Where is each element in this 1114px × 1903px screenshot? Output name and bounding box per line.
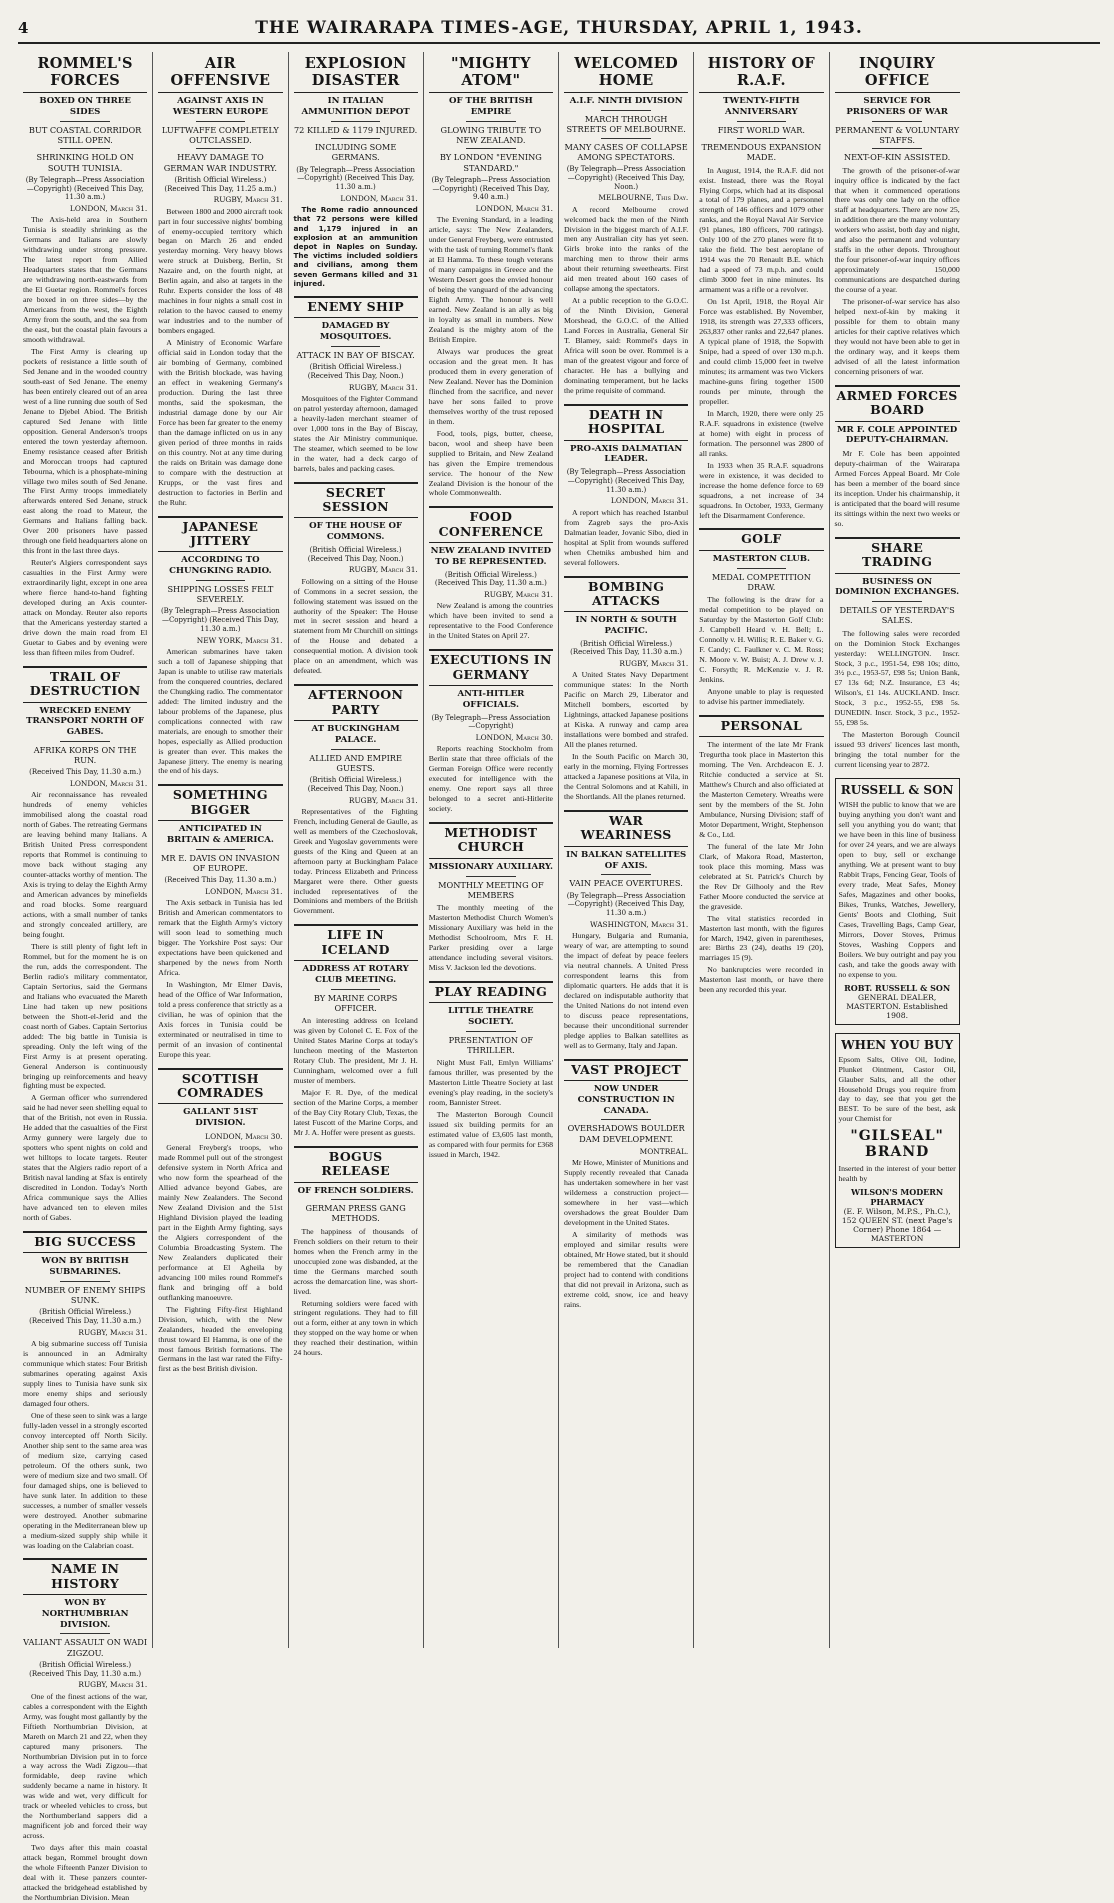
- ad-address: GENERAL DEALER, MASTERTON. Established 1908.: [846, 992, 949, 1020]
- story-credit: (By Telegraph—Press Association—Copyright) (Received This Day, 11.30 a.m.): [566, 468, 686, 494]
- story-paragraph: An interesting address on Iceland was given by Colonel C. E. Fox of the United States Marine Corps at today's luncheon meeting of the Masterton Rotary Club. The president, Mr J. H. Cunningham, welcomed over a full muster of members.: [293, 1016, 418, 1085]
- story-paragraph: In Washington, Mr Elmer Davis, head of the Office of War Information, told a press conference that strictly as a civilian, he was of opinion that the Axis forces in Tunisia could be exterminated or neutralised in time to permit of an invasion of continental Europe this year.: [158, 979, 283, 1059]
- divider-rule: [60, 1281, 110, 1282]
- story-subhead: INCLUDING SOME GERMANS.: [314, 142, 397, 163]
- column-1: [18, 52, 153, 1903]
- story: [294, 482, 418, 677]
- story-paragraph: The growth of the prisoner-of-war inquiry office is indicated by the fact that when it commenced operations there was only one lady on the office staff at headquarters. There are now 25, in addition there are the many voluntary workers who assist, both day and night, and also the permanent and voluntary staffs in the other depots. Throughout the four prisoner-of-war inquiry offices approximately 150,000 communications are despatched during the course of a year.: [834, 165, 960, 295]
- story-subhead: GALLANT 51ST DIVISION.: [183, 1107, 258, 1129]
- story-subhead: PRESENTATION OF THRILLER.: [448, 1034, 534, 1055]
- column-6: [694, 52, 829, 1648]
- story-paragraph: The Masterton Borough Council issued 93 drivers' licences last month, bringing the total number for the current licensing year to 2872.: [834, 730, 960, 770]
- story-subhead: VAIN PEACE OVERTURES.: [569, 878, 683, 889]
- ad-signature: WILSON'S MODERN PHARMACY: [851, 1187, 944, 1208]
- story: [564, 52, 688, 396]
- story-paragraph: The Fighting Fifty-first Highland Division, which, with the New Zealanders, headed the enveloping thrust toward El Hamma, is one of the most famous British formations. The Germans in the last war rated the Fifty-first as the best British division.: [158, 1304, 283, 1374]
- story-dateline: LONDON, March 31.: [340, 193, 418, 203]
- story-subhead: BOXED ON THREE SIDES: [39, 96, 131, 118]
- story-headline: FOOD CONFERENCE: [429, 506, 553, 543]
- story-subhead: ACCORDING TO CHUNGKING RADIO.: [169, 555, 272, 577]
- story-subhead: SHRINKING HOLD ON SOUTH TUNISIA.: [36, 152, 134, 173]
- story-paragraph: Anyone unable to play is requested to advise his partner immediately.: [699, 686, 824, 706]
- story-dateline: LONDON, March 31.: [69, 779, 148, 789]
- story-paragraph: No bankruptcies were recorded in Masterton last month, or have there been any recorded this year.: [699, 965, 824, 995]
- story-dateline: RUGBY, March 31.: [484, 590, 553, 600]
- story-subhead: ATTACK IN BAY OF BISCAY.: [296, 349, 415, 360]
- story: [158, 516, 282, 777]
- story-subhead: TREMENDOUS EXPANSION MADE.: [701, 142, 822, 163]
- story-dateline: RUGBY, March 31.: [619, 659, 689, 669]
- story-subhead: PERMANENT & VOLUNTARY STAFFS.: [835, 124, 960, 146]
- story-subhead: HEAVY DAMAGE TO GERMAN WAR INDUSTRY.: [163, 152, 277, 173]
- divider-rule: [466, 1031, 516, 1032]
- story: [23, 1231, 147, 1550]
- story-credit: (British Official Wireless.) (Received This Day, Noon.): [307, 545, 404, 563]
- story-subhead: WRECKED ENEMY TRANSPORT NORTH OF GABES.: [26, 705, 145, 738]
- story: [835, 52, 960, 377]
- story-paragraph: The First Army is clearing up pockets of resistance a little south of Sed Jenane and in the wooded country south-east of Sed Jenane. The enemy has been entirely cleared out of an area west of a line running due south of Sed Jenane to Djebel Abiod. The British captured Sed Jenane with little opposition. General Anderson's troops entered the town yesterday afternoon. Enemy resistance ceased after British and Moroccan troops had captured Tebourna, which is a phosphate-mining village two miles south of Sed Jenane. The First Army troops immediately afterwards entered Sed Jenane, struck east along the road to Mateur, the Germans and Italians falling back. Over 200 prisoners have passed through one field headquarters alone on this front in the last three days.: [23, 346, 148, 556]
- divider-rule: [331, 1199, 381, 1200]
- story-subhead: DAMAGED BY MOSQUITOES.: [319, 321, 392, 343]
- story-headline: NAME IN HISTORY: [23, 1558, 147, 1595]
- story-paragraph: The following is the draw for a medal competition to be played on Saturday by the Masterton Golf Club: J. Campbell Heard v. H. Bell; L. Connolly v. H. Willis; R. E. Baker v. G. F. Candy; C. Faulkner v. C. M. Ross; N. Moore v. W. Buist; A. J. Drew v. J. C. Forsyth; R. McKenzie v. J. R. Jenkins.: [699, 595, 824, 684]
- newspaper-title: THE WAIRARAPA TIMES-AGE, THURSDAY, APRIL 1, 1943.: [255, 18, 863, 38]
- column-4: [424, 52, 559, 1648]
- column-3: [289, 52, 424, 1648]
- story-subhead: BY LONDON "EVENING STANDARD.": [439, 152, 542, 173]
- story-dateline: LONDON, March 31.: [205, 886, 283, 896]
- divider-rule: [601, 138, 651, 139]
- story: [23, 666, 147, 1223]
- story: [429, 506, 553, 641]
- story-paragraph: A German officer who surrendered said he had never seen shelling equal to that of the British, not even in Russia. He added that the casualties of the First Army gunnery were largely due to spotters who spent nights on cold and wet hilltops to locate targets. Reuter states that the Algiers radio report of a British naval landing at Sfax is entirely discredited in London. Today's North Africa communique says the Allies have advanced ten to eleven miles north of Gabes.: [23, 1093, 148, 1223]
- story-dateline: LONDON, March 31.: [475, 204, 553, 214]
- story-subhead: SERVICE FOR PRISONERS OF WAR: [846, 96, 948, 118]
- story: [429, 649, 553, 814]
- story-credit: (British Official Wireless.) (Received This Day, Noon.): [307, 363, 404, 380]
- divider-rule: [196, 849, 246, 850]
- story-headline: WAR WEARINESS: [564, 810, 688, 847]
- story: [699, 528, 823, 706]
- story-paragraph: Major F. R. Dye, of the medical section of the Marine Corps, a member of the Bay City Rotary Club, Texas, the latest Fuscott of the Marine Corps, and Mr J. A. Hoffer were present as guests.: [293, 1087, 418, 1137]
- story-paragraph: American submarines have taken such a toll of Japanese shipping that Japan is unable to utilise raw materials from the conquered countries, declared the Chungking radio. The commentator added: The limited industry and the labour problems of the Japanese, plus complications connected with raw materials, are enough to smother their hopes, especially as Allied production is greater than ever. This makes the Japanese jittery. The enemy is nearing the end of his days.: [158, 646, 283, 776]
- divider-rule: [196, 580, 246, 581]
- story-dateline: RUGBY, March 31.: [213, 195, 283, 205]
- story-paragraph: On 1st April, 1918, the Royal Air Force was established. By November, 1918, its strength was 27,333 officers, 263,837 other ranks and 22,647 planes. A typical plane of 1918, the Sopwith Snipe, had a speed of over 130 m.p.h. and could climb 15,000 feet in twelve minutes; its armament was two Vickers machine-guns firing together 1500 rounds per minute, through the propeller.: [699, 297, 824, 406]
- ad-body: Epsom Salts, Olive Oil, Iodine, Plunket Ointment, Castor Oil, Glauber Salts, and all the other Household Drugs you require from day to day, see that you get the BEST. To be sure of the best, ask your Chemist for: [838, 1054, 956, 1124]
- divider-rule: [466, 148, 516, 149]
- story-subhead: MR E. DAVIS ON INVASION OF EUROPE.: [161, 852, 280, 873]
- ad-signature: ROBT. RUSSELL & SON: [844, 982, 951, 993]
- story-headline: SHARE TRADING: [835, 537, 960, 574]
- story-headline: ROMMEL'S FORCES: [23, 52, 147, 93]
- divider-rule: [601, 874, 651, 875]
- story-paragraph: In the South Pacific on March 30, early in the morning, Flying Fortresses attacked a Japanese positions at Vila, in the Central Solomons and at Kahili, in the Shortlands. All the planes returned.: [564, 752, 689, 802]
- story: [564, 404, 688, 568]
- story-paragraph: The following sales were recorded on the Dominion Stock Exchanges yesterday: WELLINGTON. Inscr. Stock, 3 p.c., 1951-54, £98 10s; ditto, 3½ p.c., 1953-57, £98 5s; Union Bank, £7 13s 6d; N.Z. Insurance, £3 4s; Wilson's, £1 14s. AUCKLAND. Inscr. Stock, 3 p.c., 1952-55, £98 5s. DUNEDIN. Inscr. Stock, 3 p.c., 1952-55, £98 5s.: [834, 628, 960, 728]
- story-credit: (British Official Wireless.) (Received This Day, Noon.): [307, 776, 404, 793]
- story-paragraph: One of the finest actions of the war, cables a correspondent with the Eighth Army, was fought most gallantly by the Fiftieth Northumbrian Division, at Mareth on March 21 and 22, when they captured many prisoners. The Northumbrian Division put in to force a way across the Wadi Zigzou—that formidable, deep ravine which suddenly became a name in history. It was wide and wet, very difficult for track or wheeled vehicles to cross, but the Northumberland sappers did a magnificent job and forced their way across.: [23, 1691, 148, 1841]
- story: [23, 1558, 147, 1903]
- story-headline: "MIGHTY ATOM": [429, 52, 553, 93]
- story-headline: VAST PROJECT: [564, 1059, 688, 1081]
- story-subhead: A.I.F. NINTH DIVISION: [569, 96, 683, 107]
- story-paragraph: The happiness of thousands of French soldiers on their return to their homes when the French army in the unoccupied zone was disbanded, at the time the Germans marched south across the demarcation line, was short-lived.: [293, 1226, 418, 1296]
- story-subhead: IN NORTH & SOUTH PACIFIC.: [575, 615, 677, 636]
- ad-body: WISH the public to know that we are buying anything you don't want and sell you anything you do want; that we have been in this line of business for over 24 years, and we are always open to buy, sell or exchange anything. We at present want to buy Rabbit Traps, Fencing Gear, Tools of every trade, Meat Safes, Money Safes, Magazines and other books, Bikes, Trunks, Watches, Jewellery, Gents' Boots and Clothing, Suit Cases, Travelling Bags, Camp Gear, Mirrors, Dover Stoves, Primus Stoves, Washing Coppers and Boilers. We buy outright and pay you cash, and take the goods away with no expense to you.: [838, 800, 956, 979]
- story: [158, 1068, 282, 1375]
- story-paragraph: In 1933 when 35 R.A.F. squadrons were in existence, it was decided to increase the home defence force to 69 squadrons, a net increase of 34 squadrons. In October, 1933, Germany left the Disarmament Conference.: [699, 460, 824, 520]
- advertisement: [835, 778, 960, 1024]
- story-subhead: WON BY NORTHUMBRIAN DIVISION.: [41, 1598, 129, 1630]
- story-dateline: MELBOURNE, This Day.: [598, 193, 689, 203]
- story-paragraph: There is still plenty of fight left in Rommel, but for the moment he is on the run, adds the correspondent. The Berlin radio's military commentator, Captain Sertorius, said the Germans and Italians who evacuated the Mareth Line had taken up new positions between the Shott-el-Jerid and the coast north of Gabes. Captain Sertorius added: The big battle in Tunisia is spreading. Only the left wing of the First Army is at present operating. General Anderson is continuously bringing up reinforcements and heavy fighting must be expected.: [23, 941, 148, 1091]
- story-paragraph: In March, 1920, there were only 25 R.A.F. squadrons in existence (twelve at home) with eight in process of formation. The personnel was 2800 of all ranks.: [699, 408, 824, 458]
- story-headline: SECRET SESSION: [294, 482, 418, 519]
- story-subhead: OVERSHADOWS BOULDER DAM DEVELOPMENT.: [567, 1123, 685, 1144]
- story-subhead: GERMAN PRESS GANG METHODS.: [305, 1203, 406, 1224]
- ad-title: RUSSELL & SON: [840, 783, 954, 798]
- story-headline: TRAIL OF DESTRUCTION: [23, 666, 147, 703]
- story-subhead: ADDRESS AT ROTARY CLUB MEETING.: [302, 964, 409, 985]
- story-subhead: ALLIED AND EMPIRE GUESTS.: [309, 752, 402, 773]
- story: [699, 715, 823, 996]
- story-subhead: MEDAL COMPETITION DRAW.: [711, 571, 811, 592]
- story: [699, 52, 823, 520]
- divider-rule: [872, 121, 922, 122]
- divider-rule: [196, 148, 246, 149]
- story: [564, 576, 688, 803]
- story-paragraph: Night Must Fall, Emlyn Williams' famous thriller, was presented by the Masterton Little Theatre Society at last evening's play reading, in the society's room, Bannister Street.: [428, 1058, 553, 1108]
- story-credit: (British Official Wireless.) (Received This Day, 11.30 a.m.): [29, 1308, 142, 1326]
- story-subhead: FIRST WORLD WAR.: [717, 124, 806, 135]
- story: [564, 810, 688, 1051]
- story-paragraph: A big submarine success off Tunisia is announced in an Admiralty communique which states: Four British submarines operating against Axis supply lines to Tunisia have sunk six more enemy ships and seriously damaged four others.: [23, 1339, 148, 1408]
- story-headline: BIG SUCCESS: [23, 1231, 147, 1253]
- story-credit: (British Official Wireless.) (Received This Day, 11.30 a.m.): [434, 570, 547, 588]
- story-paragraph: Between 1800 and 2000 aircraft took part in four successive nights' bombing of enemy-occupied territory which began on March 26 and ended yesterday morning. Very heavy blows were struck at Duisberg, Berlin, St Nazaire and, on the fourth night, at Berlin again, and also at targets in the Ruhr. Experts consider the loss of 48 machines in four nights a small cost in relation to the havoc caused to enemy war industries and to the number of bombers engaged.: [158, 206, 283, 336]
- divider-rule: [601, 110, 651, 111]
- divider-rule: [60, 121, 110, 122]
- article-columns: [18, 52, 1100, 1903]
- story-subhead: NUMBER OF ENEMY SHIPS SUNK.: [24, 1284, 146, 1306]
- story-paragraph: Mr Howe, Minister of Munitions and Supply recently revealed that Canada has undertaken somewhere in her vast wilderness a construction project—somewhere in her vast—which overshadows the great Boulder Dam development in the United States.: [564, 1158, 689, 1227]
- story-subhead: VALIANT ASSAULT ON WADI ZIGZOU.: [23, 1637, 148, 1658]
- story-credit: (By Telegraph—Press Association—Copyright) (Received This Day, 11.30 a.m.): [25, 175, 145, 202]
- story-paragraph: Hungary, Bulgaria and Rumania, weary of war, are attempting to sound the impact of defeat by peace feelers via neutral channels. A United Press correspondent learns this from diplomatic quarters. He adds that it is declared on indisputable authority that the United Nations do not intend even to discuss peace representations, because their unconditional surrender pledge applies to Balkan satellites as well as to Germany, Italy and Japan.: [564, 931, 689, 1050]
- divider-rule: [466, 876, 516, 877]
- story-paragraph: Following on a sitting of the House of Commons in a secret session, the following statement was issued on the authority of the Speaker: The House met in secret session and heard a statement from Mr Churchill on sittings of the House and debated a consequential motion. A division took place on an amendment, which was defeated.: [293, 576, 418, 676]
- story: [429, 822, 553, 973]
- story-paragraph: Air reconnaissance has revealed hundreds of enemy vehicles immobilised along the coastal road north of Gabes. The retreating Germans are leaving behind many Italians. A British United Press correspondent reports that Rommel is continuing to move back without staging any counter-attacks worthy of mention. The Axis is trying to delay the Eighth Army and American advances by minefields and road blocks. Some rearguard actions, with a small number of tanks and strongly concealed artillery, are being fought.: [23, 790, 148, 939]
- story-paragraph: In August, 1914, the R.A.F. did not exist. Instead, there was the Royal Flying Corps, which had at its disposal a total of 179 planes, and a personnel strength of 146 officers and 1079 other ranks, and the Royal Naval Air Service (91 planes, 180 officers, 700 ratings). Only 100 of the 270 planes were fit to take the field. The best aeroplane of 1914 was the 70 Renault B.E. which had a speed of 73 m.p.h. and could climb 3000 feet in nine minutes. Its armament was a rifle or a revolver.: [699, 165, 824, 295]
- story-dateline: RUGBY, March 31.: [78, 1680, 148, 1690]
- story-headline: WELCOMED HOME: [564, 52, 688, 93]
- story: [835, 537, 960, 770]
- story-paragraph: Reports reaching Stockholm from Berlin state that three officials of the German Foreign Office were recently executed for intelligence with the enemy. One report says all three belonged to a secret anti-Hitlerite society.: [428, 744, 553, 814]
- story-subhead: OF THE BRITISH EMPIRE: [448, 96, 533, 118]
- story-headline: BOMBING ATTACKS: [564, 576, 688, 613]
- story-headline: EXPLOSION DISASTER: [294, 52, 418, 93]
- divider-rule: [466, 121, 516, 122]
- story-paragraph: Always war produces the great occasion and the great men. It has produced them in every generation of New Zealand. Never has the Dominion flinched from the sacrifice, and never have her sons failed to prove themselves worthy of the trust reposed in them.: [428, 346, 553, 426]
- story-headline: ARMED FORCES BOARD: [835, 385, 960, 422]
- story-subhead: NEXT-OF-KIN ASSISTED.: [844, 152, 951, 163]
- story-paragraph: The Evening Standard, in a leading article, says: The New Zealanders, under General Freyberg, were entrusted with the task of turning Rommel's flank at El Hamma. To these tough veterans of many campaigns in Greece and the Western Desert goes the envied honour of being the vanguard of the advancing Eighth Army. The honour is well earned. New Zealand is an ally as big in loyalty as small in numbers. New Zealand is the mighty atom of the British Empire.: [428, 215, 553, 344]
- story-headline: METHODIST CHURCH: [429, 822, 553, 859]
- divider-rule: [60, 741, 110, 742]
- story-dateline: MONTREAL.: [639, 1146, 689, 1156]
- story-paragraph: A similarity of methods was employed and similar results were obtained, Mr Howe stated, but it should be remembered that the Canadian project had to contend with conditions that did not prevail in Arizona, such as extreme cold, snow, ice and heavy rains.: [564, 1229, 689, 1309]
- story-paragraph: The Rome radio announced that 72 persons were killed and 1,179 injured in an explosion at an ammunition depot in Naples on Sunday. The victims included soldiers and civilians, among them seven Germans killed and 31 injured.: [293, 205, 418, 288]
- ad-address: (E. F. Wilson, M.P.S., Ph.C.), 152 QUEEN ST. (next Page's Corner) Phone 1864 — MASTERTON: [841, 1207, 953, 1244]
- story-credit: (By Telegraph—Press Association—Copyright) (Received This Day, 11.30 a.m.): [566, 891, 686, 918]
- story-paragraph: Mr F. Cole has been appointed deputy-chairman of the Wairarapa Armed Forces Appeal Board. Mr Cole has been a member of the board since its inception. Under his chairmanship, it is anticipated that the board will resume its sittings within the next two weeks or so.: [834, 449, 960, 528]
- story-subhead: AT BUCKINGHAM PALACE.: [311, 724, 400, 745]
- story-paragraph: New Zealand is among the countries which have been invited to send a representative to the Food Conference in the United States on April 27.: [428, 601, 553, 641]
- story-dateline: RUGBY, March 31.: [348, 795, 418, 805]
- story-headline: BOGUS RELEASE: [294, 1146, 418, 1183]
- story-headline: AIR OFFENSIVE: [158, 52, 282, 93]
- divider-rule: [872, 601, 922, 602]
- story-dateline: LONDON, March 30.: [205, 1131, 283, 1141]
- story-subhead: BUT COASTAL CORRIDOR STILL OPEN.: [28, 124, 142, 146]
- story-subhead: AFRIKA KORPS ON THE RUN.: [33, 744, 137, 766]
- story-headline: ENEMY SHIP: [294, 296, 418, 318]
- story: [429, 52, 553, 498]
- story-paragraph: Reuter's Algiers correspondent says casualties in the First Army were extraordinarily light, except in one area where fierce hand-to-hand fighting developed during an Axis counter-attack on Monday. Reuter also reports that the Americans yesterday started a drive down the main road from El Guetar to Gabes and by evening were less than fifteen miles from Oudref.: [23, 558, 148, 657]
- divider-rule: [737, 568, 787, 569]
- story-subhead: MASTERTON CLUB.: [712, 553, 810, 564]
- story-paragraph: Two days after this main coastal attack began, Rommel brought down the whole Fifteenth Panzer Division to deal with it. These panzers counter-attacked the bridgehead established by the Northumbrian Division. Mean: [23, 1843, 148, 1903]
- story-paragraph: The prisoner-of-war service has also helped next-of-kin by making it possible for them to obtain many articles for their captive relatives which they would not have been able to get in the ordinary way, and it keeps them advised of all the latest information concerning prisoners of war.: [834, 297, 960, 376]
- masthead: [18, 14, 1100, 44]
- column-2: [153, 52, 288, 1648]
- story-credit: (Received This Day, 11.30 a.m.): [29, 768, 142, 777]
- divider-rule: [331, 749, 381, 750]
- story-paragraph: A Ministry of Economic Warfare official said in London today that the air bombing of Germany, combined with the British blockade, was having an effect in weakening Germany's production. During the last three months, said the spokesman, the industrial damage done by our Air Force has been far greater to the enemy than the damage inflicted on us in any given period of three months in raids on this country. Not at any time during the raids on Britain was damage done to compare with the destruction at Krupps, or the vast fires and destruction to factories in Berlin and the Ruhr.: [158, 338, 283, 507]
- divider-rule: [331, 121, 381, 122]
- ad-brand: "GILSEAL" BRAND: [850, 1128, 944, 1161]
- story-paragraph: The funeral of the late Mr John Clark, of Makora Road, Masterton, took place this morning. Mass was celebrated at St. Patrick's Church by the Rev Dr Gilhooly and the Rev Father Moore conducted the service at the graveside.: [699, 841, 824, 911]
- divider-rule: [196, 121, 246, 122]
- story-subhead: MONTHLY MEETING OF MEMBERS: [438, 879, 544, 900]
- story-subhead: BUSINESS ON DOMINION EXCHANGES.: [835, 576, 960, 598]
- story-paragraph: The vital statistics recorded in Masterton last month, with the figures for March, 1942, given in parentheses, are: Births 23 (24), deaths 19 (20), marriages 15 (9).: [699, 913, 824, 963]
- divider-rule: [60, 148, 110, 149]
- story: [835, 385, 960, 529]
- story-subhead: NEW ZEALAND INVITED TO BE REPRESENTED.: [430, 546, 552, 567]
- story-headline: PLAY READING: [429, 981, 553, 1003]
- story-paragraph: A record Melbourne crowd welcomed back the men of the Ninth Division in the biggest march of A.I.F. men any Australian city has yet seen. Girls broke into the ranks of the marching men to throw their arms about their returning sweethearts. First aid men treated about 160 cases of collapse among the spectators.: [564, 204, 689, 294]
- story-headline: LIFE IN ICELAND: [294, 924, 418, 961]
- story-subhead: GLOWING TRIBUTE TO NEW ZEALAND.: [440, 124, 542, 146]
- story-headline: SOMETHING BIGGER: [158, 784, 282, 821]
- story-subhead: NOW UNDER CONSTRUCTION IN CANADA.: [577, 1084, 675, 1116]
- story-dateline: LONDON, March 31.: [610, 496, 689, 506]
- story-subhead: PRO-AXIS DALMATIAN LEADER.: [569, 443, 683, 465]
- story-credit: (By Telegraph—Press Association—Copyright): [431, 713, 551, 731]
- story-headline: AFTERNOON PARTY: [294, 684, 418, 721]
- story-paragraph: General Freyberg's troops, who made Rommel pull out of the strongest defensive system in North Africa and who now form the spearhead of the Allied advance beyond Gabes, are mainly New Zealanders. The Second New Zealand Division and the 51st Highland Division played the leading part in the Eighth Army fighting, says the Algiers correspondent of the Columbia Broadcasting System. The New Zealanders duplicated their performance at El Agheila by advancing 100 miles round Rommel's flank and bringing off a bold outflanking manoeuvre.: [158, 1143, 283, 1302]
- story-headline: INQUIRY OFFICE: [835, 52, 960, 93]
- story-dateline: WASHINGTON, March 31.: [589, 919, 689, 929]
- story-credit: (Received This Day, 11.30 a.m.): [164, 876, 277, 885]
- story-paragraph: Representatives of the Fighting French, including General de Gaulle, as well as members of the Czechoslovak, Greek and Yugoslav governments were guests of the King and Queen at an afternoon party at Buckingham Palace today. Princess Elizabeth and Princess Margaret were there. Other guests included representatives of the Dominions and members of the British Government.: [293, 806, 418, 916]
- story-credit: (British Official Wireless.) (Received This Day, 11.30 a.m.): [570, 639, 683, 657]
- divider-rule: [737, 138, 787, 139]
- story-headline: SCOTTISH COMRADES: [158, 1068, 282, 1105]
- story-dateline: RUGBY, March 31.: [348, 565, 418, 575]
- ad-title: WHEN YOU BUY: [841, 1037, 954, 1052]
- divider-rule: [737, 121, 787, 122]
- story-subhead: MR F. COLE APPOINTED DEPUTY-CHAIRMAN.: [837, 424, 958, 446]
- story: [429, 981, 553, 1160]
- story-subhead: LUFTWAFFE COMPLETELY OUTCLASSED.: [161, 124, 279, 146]
- story-paragraph: Mosquitoes of the Fighter Command on patrol yesterday afternoon, damaged a heavily-laden merchant steamer of over 1,000 tons in the Bay of Biscay, states the Air Ministry communique. The steamer, which seemed to be low in the water, had a deck cargo of barrels, bales and packing cases.: [293, 393, 418, 473]
- story: [294, 52, 418, 288]
- story-subhead: SHIPPING LOSSES FELT SEVERELY.: [167, 583, 274, 605]
- story-subhead: 72 KILLED & 1179 INJURED.: [293, 124, 418, 135]
- story-dateline: LONDON, March 30.: [475, 733, 553, 742]
- divider-rule: [331, 989, 381, 990]
- story-subhead: LITTLE THEATRE SOCIETY.: [448, 1006, 534, 1027]
- story-paragraph: The monthly meeting of the Masterton Methodist Church Women's Missionary Auxiliary was held in the Methodist Schoolroom, Mrs F. H. Parker presiding over a large attendance including several visitors. Miss V. Jackson led the devotions.: [428, 903, 553, 972]
- story-subhead: TWENTY-FIFTH ANNIVERSARY: [723, 96, 800, 118]
- story: [158, 52, 282, 508]
- story-headline: PERSONAL: [699, 715, 823, 737]
- story-credit: (British Official Wireless.) (Received This Day, 11.25 a.m.): [164, 175, 277, 193]
- story-headline: DEATH IN HOSPITAL: [564, 404, 688, 441]
- story-credit: (By Telegraph—Press Association—Copyright) (Received This Day, 11.30 a.m.): [296, 165, 416, 192]
- divider-rule: [331, 138, 381, 139]
- story-dateline: NEW YORK, March 31.: [196, 635, 283, 645]
- story-subhead: WON BY BRITISH SUBMARINES.: [41, 1256, 129, 1278]
- story-headline: HISTORY OF R.A.F.: [699, 52, 823, 93]
- story: [294, 684, 418, 916]
- story-paragraph: Food, tools, pigs, butter, cheese, bacon, wool and sheep have been supplied to Britain, and New Zealand has given the Empire tremendous service. The honour of the New Zealand Division is the honour of the whole Commonwealth.: [428, 428, 553, 498]
- story-headline: JAPANESE JITTERY: [158, 516, 282, 553]
- story: [294, 924, 418, 1137]
- story-subhead: IN ITALIAN AMMUNITION DEPOT: [301, 96, 410, 118]
- story-subhead: ANTICIPATED IN BRITAIN & AMERICA.: [166, 824, 274, 845]
- story: [294, 296, 418, 474]
- story-paragraph: The Masterton Borough Council issued six building permits for an estimated value of £3,605 last month, as compared with four permits for £368 issued in March, 1942.: [428, 1109, 553, 1159]
- story-paragraph: Returning soldiers were faced with stringent regulations. They had to fill out a form, either at any town in which they stopped on the way home or when they reached their destination, within 24 hours.: [293, 1298, 418, 1358]
- story: [294, 1146, 418, 1359]
- divider-rule: [60, 1633, 110, 1634]
- story: [564, 1059, 688, 1310]
- divider-rule: [331, 346, 381, 347]
- advertisement: [835, 1033, 960, 1249]
- story-subhead: MANY CASES OF COLLAPSE AMONG SPECTATORS.: [564, 141, 688, 162]
- story-credit: (British Official Wireless.) (Received This Day, 11.30 a.m.): [29, 1660, 142, 1678]
- story-paragraph: The Axis-held area in Southern Tunisia is steadily shrinking as the Germans and Italians are slowly withdrawing under strong pressure. The latest report from Allied Headquarters states that the Germans are withdrawing north-eastwards from the El Guetar region. Rommel's forces are boxed in on three sides—by the Americans from the west, the Eighth Army from the south, and the sea from the east, but the coastal plain favours a smooth withdrawal.: [23, 215, 148, 344]
- story-subhead: OF THE HOUSE OF COMMONS.: [309, 521, 403, 543]
- column-7: [830, 52, 965, 1648]
- story-subhead: MISSIONARY AUXILIARY.: [428, 861, 554, 872]
- story-credit: (By Telegraph—Press Association—Copyright) (Received This Day, 11.30 a.m.): [160, 607, 280, 633]
- column-5: [559, 52, 694, 1648]
- story-subhead: DETAILS OF YESTERDAY'S SALES.: [839, 605, 955, 626]
- story-paragraph: At a public reception to the G.O.C. of the Ninth Division, General Morshead, the G.O.C. of the Allied Land Forces in Australia, General Sir T. Blamey, said: Rommel's days in Africa will soon be over. Rommel is a man of the greatest vigour and force of character. He has a bullying and dominating temperament, but he lacks the prime requisite of command.: [564, 296, 689, 396]
- story-paragraph: One of these seen to sink was a large fully-laden vessel in a strongly escorted convoy intercepted off North Sicily. Another ship sent to the same area was of medium size, carrying cased petroleum. Of the others sunk, two were of medium size and two small. Of four damaged ships, one is believed to have sunk later. In addition to these successes, a number of smaller vessels were destroyed. Another submarine operating in the Mediterranean blew up a medium-sized supply ship while it was loading on the Calabrian coast.: [23, 1410, 148, 1550]
- story-subhead: IN BALKAN SATELLITES OF AXIS.: [566, 849, 687, 871]
- story-subhead: AGAINST AXIS IN WESTERN EUROPE: [172, 96, 268, 118]
- story: [23, 52, 147, 658]
- story-headline: GOLF: [699, 528, 823, 550]
- story-credit: (By Telegraph—Press Association—Copyright) (Received This Day, 9.40 a.m.): [431, 175, 551, 202]
- story-headline: EXECUTIONS IN GERMANY: [429, 649, 553, 686]
- story-subhead: OF FRENCH SOLDIERS.: [297, 1185, 414, 1196]
- story-paragraph: A report which has reached Istanbul from Zagreb says the pro-Axis Dalmatian leader, Jovanic Sibo, died in hospital at Split from wounds suffered when Chetniks ambushed him and several followers.: [564, 507, 689, 567]
- story-paragraph: A United States Navy Department communique states: In the North Pacific on March 29, Liberator and Mitchell bombers, escorted by Lightnings, attacked Japanese positions at Kiska. A runway and camp area installations were bombed and strafed. All the planes returned.: [564, 670, 689, 750]
- divider-rule: [601, 1119, 651, 1120]
- story: [158, 784, 282, 1059]
- divider-rule: [872, 148, 922, 149]
- story-subhead: ANTI-HITLER OFFICIALS.: [457, 689, 525, 710]
- page-number: 4: [18, 19, 29, 37]
- story-dateline: RUGBY, March 31.: [348, 382, 418, 392]
- story-subhead: MARCH THROUGH STREETS OF MELBOURNE.: [566, 114, 686, 135]
- story-paragraph: The interment of the late Mr Frank Tregurtha took place in Masterton this morning. The Ven. Archdeacon E. J. Ritchie conducted a service at St. Matthew's Church and also officiated at the Masterton Cemetery. Wreaths were sent by the members of the St. John Ambulance, Nursing Division; staff of Motor Department, Wright, Stephenson & Co., Ltd.: [699, 740, 824, 839]
- story-subhead: BY MARINE CORPS OFFICER.: [313, 992, 398, 1013]
- story-dateline: LONDON, March 31.: [69, 204, 148, 214]
- story-dateline: RUGBY, March 31.: [78, 1327, 148, 1337]
- ad-tail: Inserted in the interest of your better health by: [838, 1164, 956, 1184]
- story-paragraph: The Axis setback in Tunisia has led British and American commentators to remark that the Eighth Army's victory will soon lead to something much bigger. The Yorkshire Post says: Our expectations have been quickened and sharpened by the news from North Africa.: [158, 898, 283, 977]
- story-credit: (By Telegraph—Press Association—Copyright) (Received This Day, Noon.): [566, 165, 686, 191]
